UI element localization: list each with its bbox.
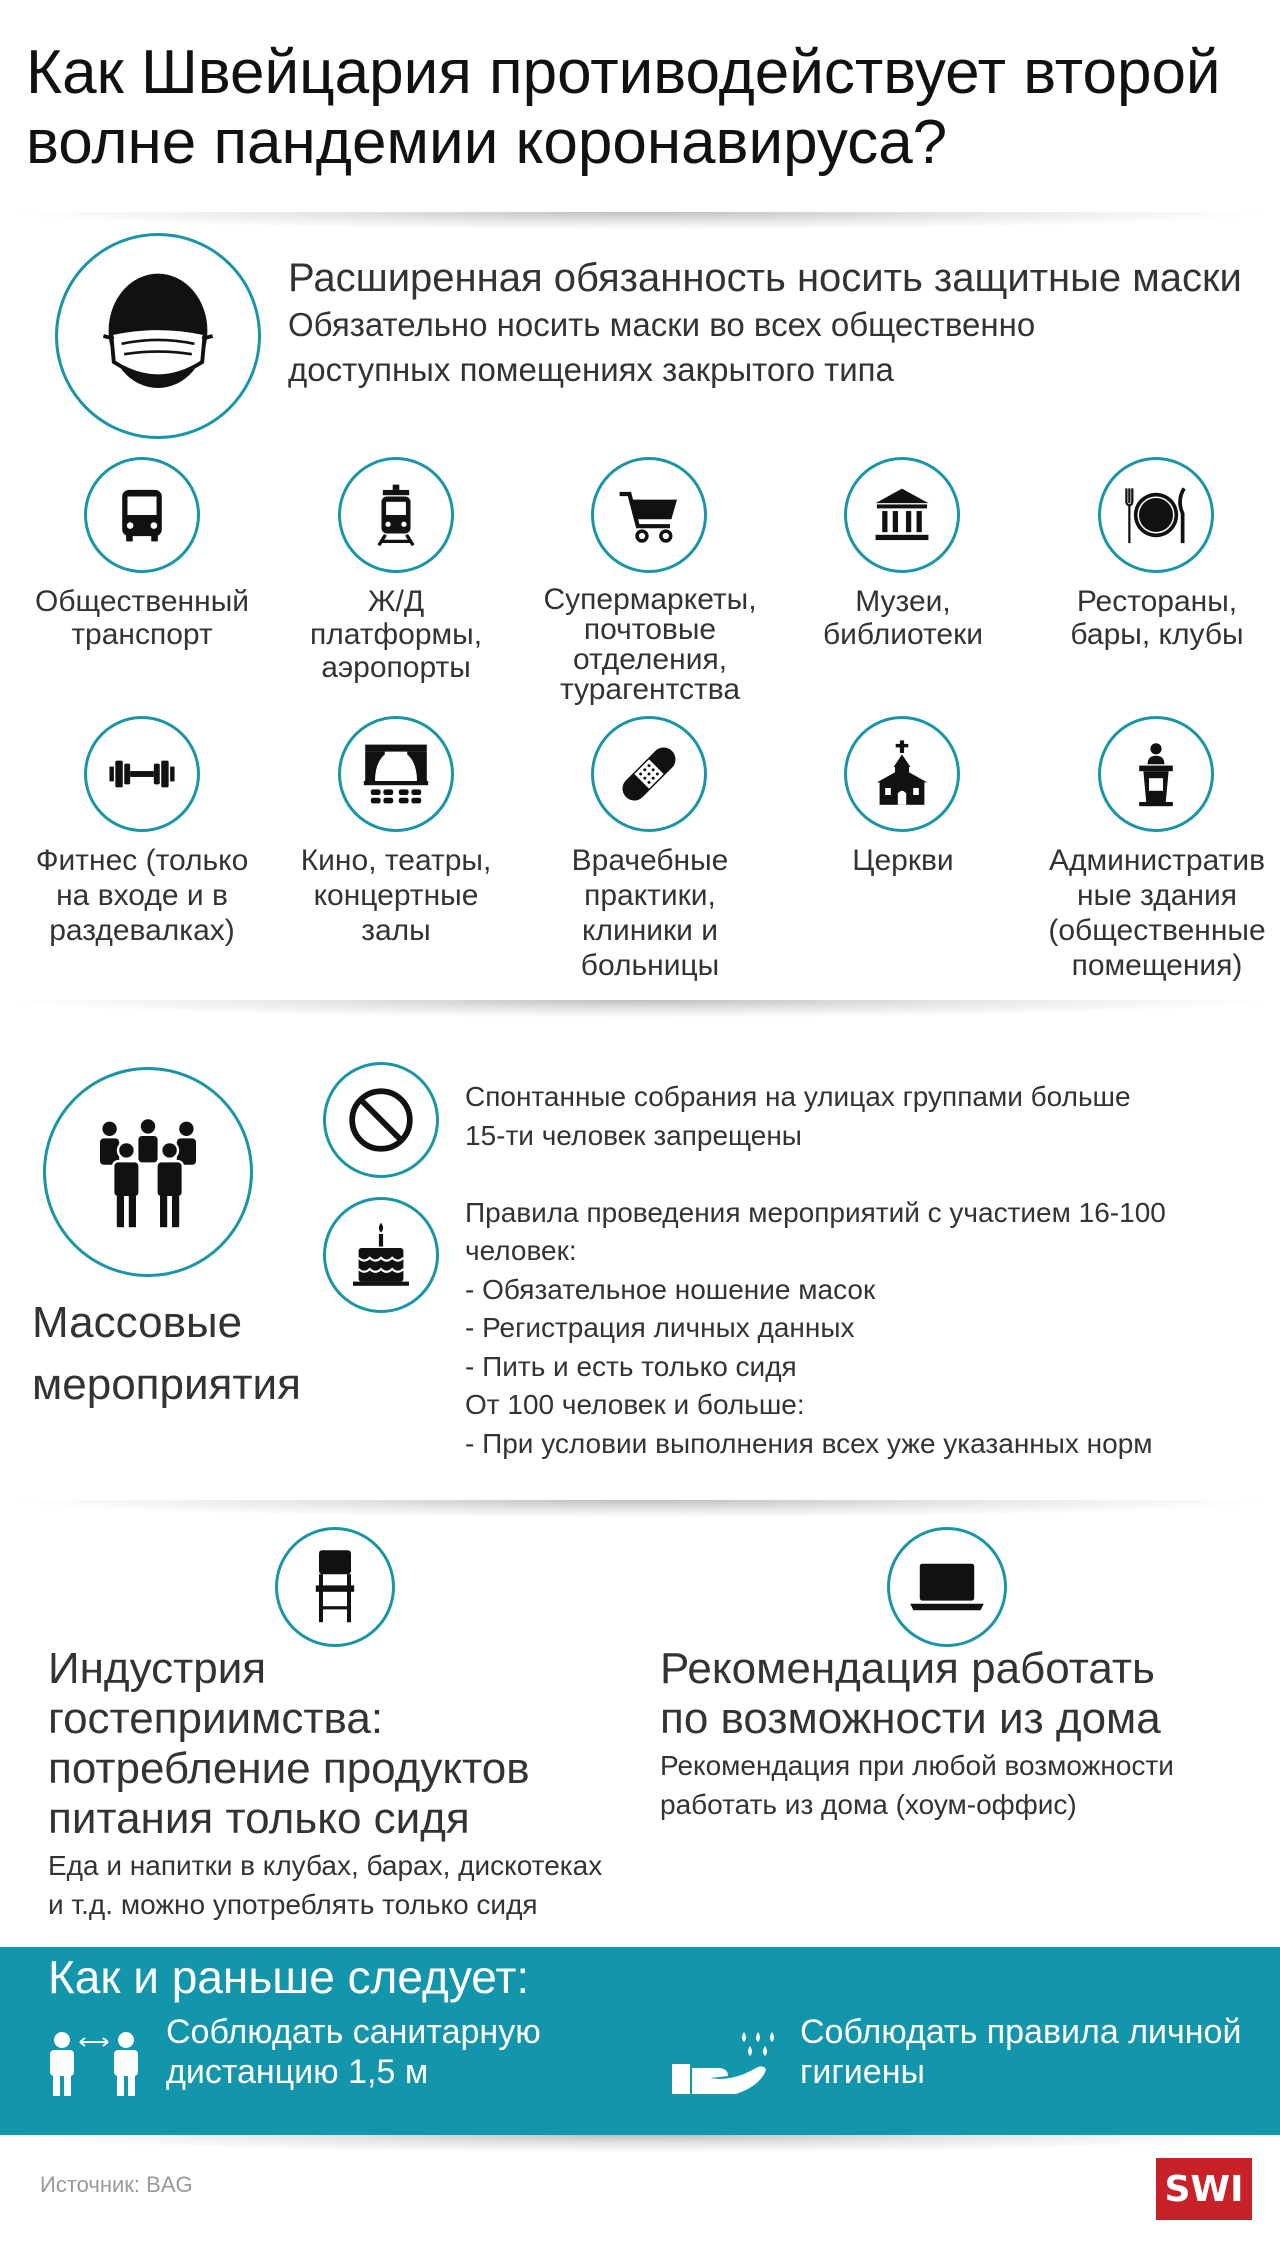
- social-distance-icon: [44, 2030, 144, 2096]
- dumbbell-icon: [105, 737, 179, 811]
- museum-circle: [844, 457, 960, 573]
- admin-circle: [1098, 716, 1214, 832]
- page-title-line2: волне пандемии коронавируса?: [26, 108, 948, 177]
- section-divider: [0, 212, 1280, 230]
- homeoffice-block: [660, 1644, 1260, 1824]
- section-divider: [0, 1500, 1280, 1518]
- section-divider: [0, 2135, 1280, 2153]
- place-label-churches: Церкви: [852, 844, 954, 877]
- laptop-circle: [887, 1527, 1007, 1647]
- train-circle: [338, 457, 454, 573]
- swi-logo[interactable]: SWI: [1156, 2158, 1252, 2220]
- place-label-theater: Кино, театры, концертные залы: [300, 844, 492, 947]
- mask-circle: [55, 233, 261, 439]
- bus-circle: [84, 457, 200, 573]
- birthday-cake-icon: [346, 1220, 416, 1290]
- hygiene-rule: Соблюдать правила личной гигиены: [800, 2013, 1242, 2091]
- hospitality-heading: Индустрия гостеприимства: потребление продуктов питания только сидя: [48, 1644, 530, 1843]
- fitness-circle: [84, 716, 200, 832]
- place-label-supermarkets: Супермаркеты, почтовые отделения, турагентства: [543, 583, 757, 706]
- chair-circle: [275, 1527, 395, 1647]
- hospitality-block: [48, 1644, 648, 1924]
- plate-cutlery-icon: [1119, 478, 1193, 552]
- prohibited-icon: [345, 1084, 417, 1156]
- church-circle: [844, 716, 960, 832]
- place-label-fitness: Фитнес (только на входе и в раздевалках): [35, 844, 249, 947]
- train-icon: [363, 482, 429, 548]
- still-required-title: Как и раньше следует:: [48, 1951, 530, 2003]
- place-label-admin: Административ ные здания (общественные помещения): [1048, 844, 1266, 982]
- theater-stage-icon: [361, 739, 431, 809]
- mask-description-line1: Обязательно носить маски во всех общественно: [288, 306, 1036, 343]
- crowd-icon: [88, 1112, 208, 1232]
- crowd-circle: [43, 1067, 253, 1277]
- section-divider: [0, 1000, 1280, 1018]
- laptop-icon: [907, 1557, 987, 1617]
- medical-circle: [591, 716, 707, 832]
- mask-description: [288, 302, 1168, 392]
- bandage-icon: [612, 737, 686, 811]
- events-rules: Спонтанные собрания на улицах группами больше 15-ти человек запрещены Правила проведения мероприятий с участием 16-100 человек: - Обязательное ношение масок - Регистрация личных данных - Пить и есть только сидя От 100 человек и больше: - При условии выполнения всех уже указанных норм: [465, 1081, 1166, 1459]
- bus-icon: [109, 482, 175, 548]
- page-title-line1: Как Швейцария противодействует второй: [26, 38, 1221, 107]
- events-title: Массовые мероприятия: [32, 1298, 301, 1409]
- source-note: Источник: BAG: [40, 2172, 193, 2197]
- place-label-transport: Общественный транспорт: [34, 585, 250, 651]
- podium-icon: [1121, 739, 1191, 809]
- place-label-restaurants: Рестораны, бары, клубы: [1070, 585, 1244, 651]
- hospitality-text: Еда и напитки в клубах, барах, дискотеках и т.д. можно употреблять только сидя: [48, 1850, 603, 1920]
- cake-circle: [323, 1197, 439, 1313]
- museum-icon: [869, 482, 935, 548]
- homeoffice-heading: Рекомендация работать по возможности из дома: [660, 1644, 1161, 1743]
- place-label-medical: Врачебные практики, клиники и больницы: [571, 844, 729, 982]
- place-label-train: Ж/Д платформы, аэропорты: [309, 585, 483, 684]
- homeoffice-text: Рекомендация при любой возможности работать из дома (хоум-оффис): [660, 1750, 1174, 1820]
- cart-circle: [591, 457, 707, 573]
- restaurant-circle: [1098, 457, 1214, 573]
- hand-washing-icon: [670, 2028, 782, 2100]
- shopping-cart-icon: [614, 480, 684, 550]
- page-title: [26, 38, 1266, 178]
- distance-rule: Соблюдать санитарную дистанцию 1,5 м: [166, 2013, 541, 2091]
- mask-heading: Расширенная обязанность носить защитные маски: [288, 256, 1242, 300]
- theater-circle: [338, 716, 454, 832]
- prohibited-circle: [323, 1062, 439, 1178]
- chair-icon: [305, 1547, 365, 1627]
- church-icon: [867, 739, 937, 809]
- mask-description-line2: доступных помещениях закрытого типа: [288, 351, 894, 388]
- place-label-museums: Музеи, библиотеки: [822, 585, 984, 651]
- face-mask-icon: [93, 271, 223, 401]
